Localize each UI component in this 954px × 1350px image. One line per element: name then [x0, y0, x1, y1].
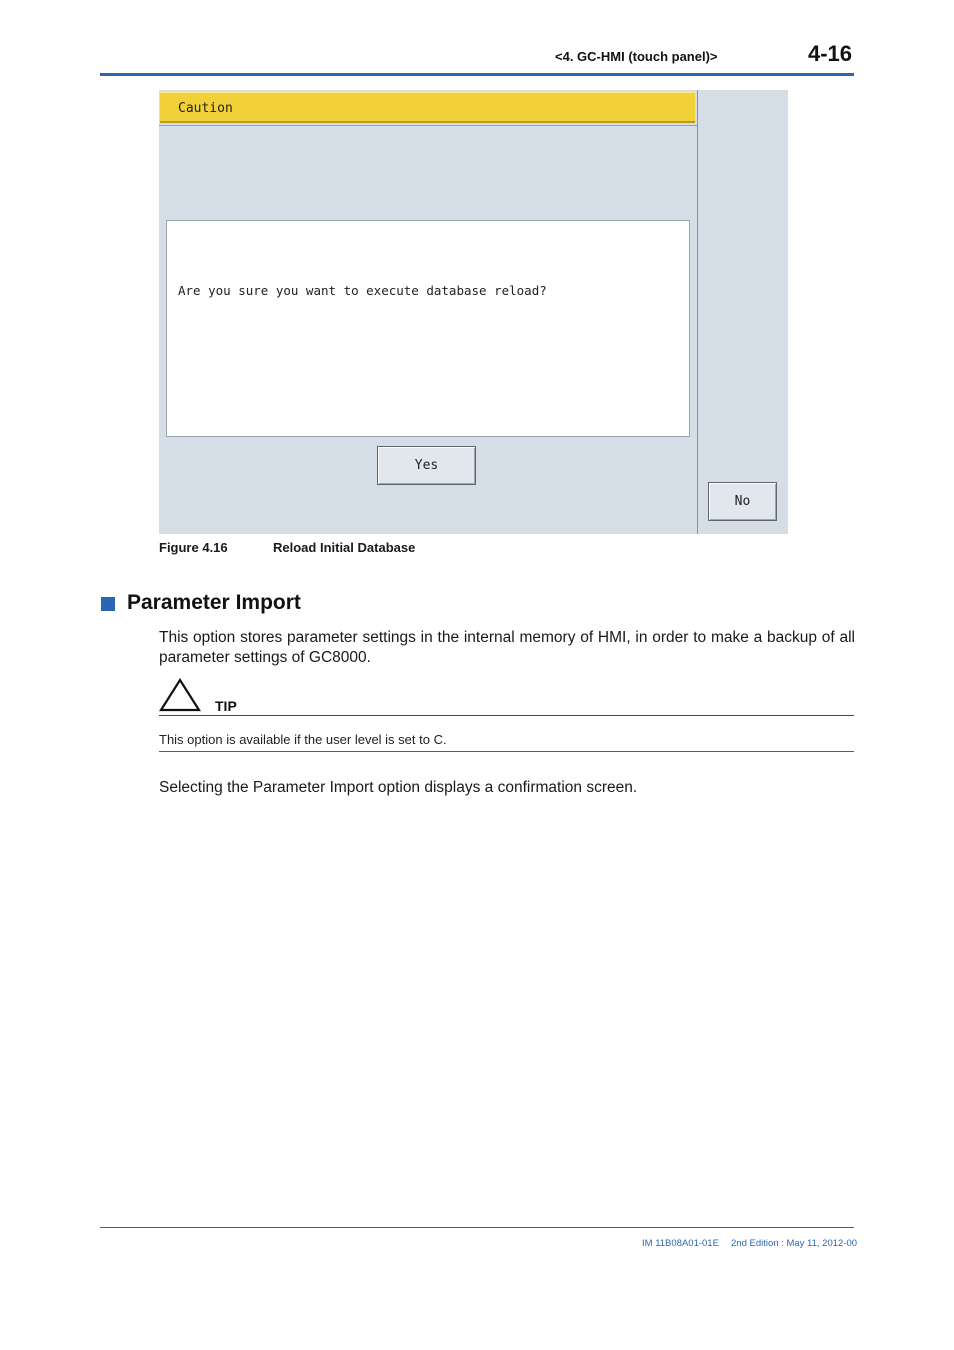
edition-info: 2nd Edition : May 11, 2012-00	[731, 1238, 858, 1249]
figure-number: Figure 4.16	[159, 540, 228, 555]
tip-label: TIP	[215, 698, 237, 714]
message-box	[166, 220, 690, 437]
confirmation-message: Are you sure you want to execute database reload?	[178, 283, 547, 298]
yes-button[interactable]: Yes	[377, 446, 476, 485]
page-number: 4-16	[808, 41, 853, 66]
section-title: Parameter Import	[127, 591, 301, 614]
tip-rule-bottom	[159, 751, 854, 752]
tip-rule-top	[159, 715, 854, 716]
tip-triangle-icon	[159, 678, 201, 712]
caution-divider	[159, 125, 697, 126]
caution-title-bar	[160, 92, 695, 123]
header-rule	[100, 73, 854, 76]
caution-title: Caution	[178, 101, 233, 116]
section-paragraph-2: Selecting the Parameter Import option displays a confirmation screen.	[159, 779, 638, 796]
figure-title: Reload Initial Database	[273, 540, 416, 555]
section-bullet-icon	[101, 597, 115, 611]
tip-text: This option is available if the user level is set to C.	[159, 732, 447, 747]
section-paragraph: This option stores parameter settings in the internal memory of HMI, in order to make a backup of all parameter settings of GC8000.	[159, 629, 855, 666]
footer-rule	[100, 1227, 854, 1228]
no-button[interactable]: No	[708, 482, 777, 521]
chapter-heading: <4. GC-HMI (touch panel)>	[555, 49, 718, 64]
document-id: IM 11B08A01-01E	[642, 1238, 719, 1249]
hmi-side-panel	[697, 90, 788, 534]
